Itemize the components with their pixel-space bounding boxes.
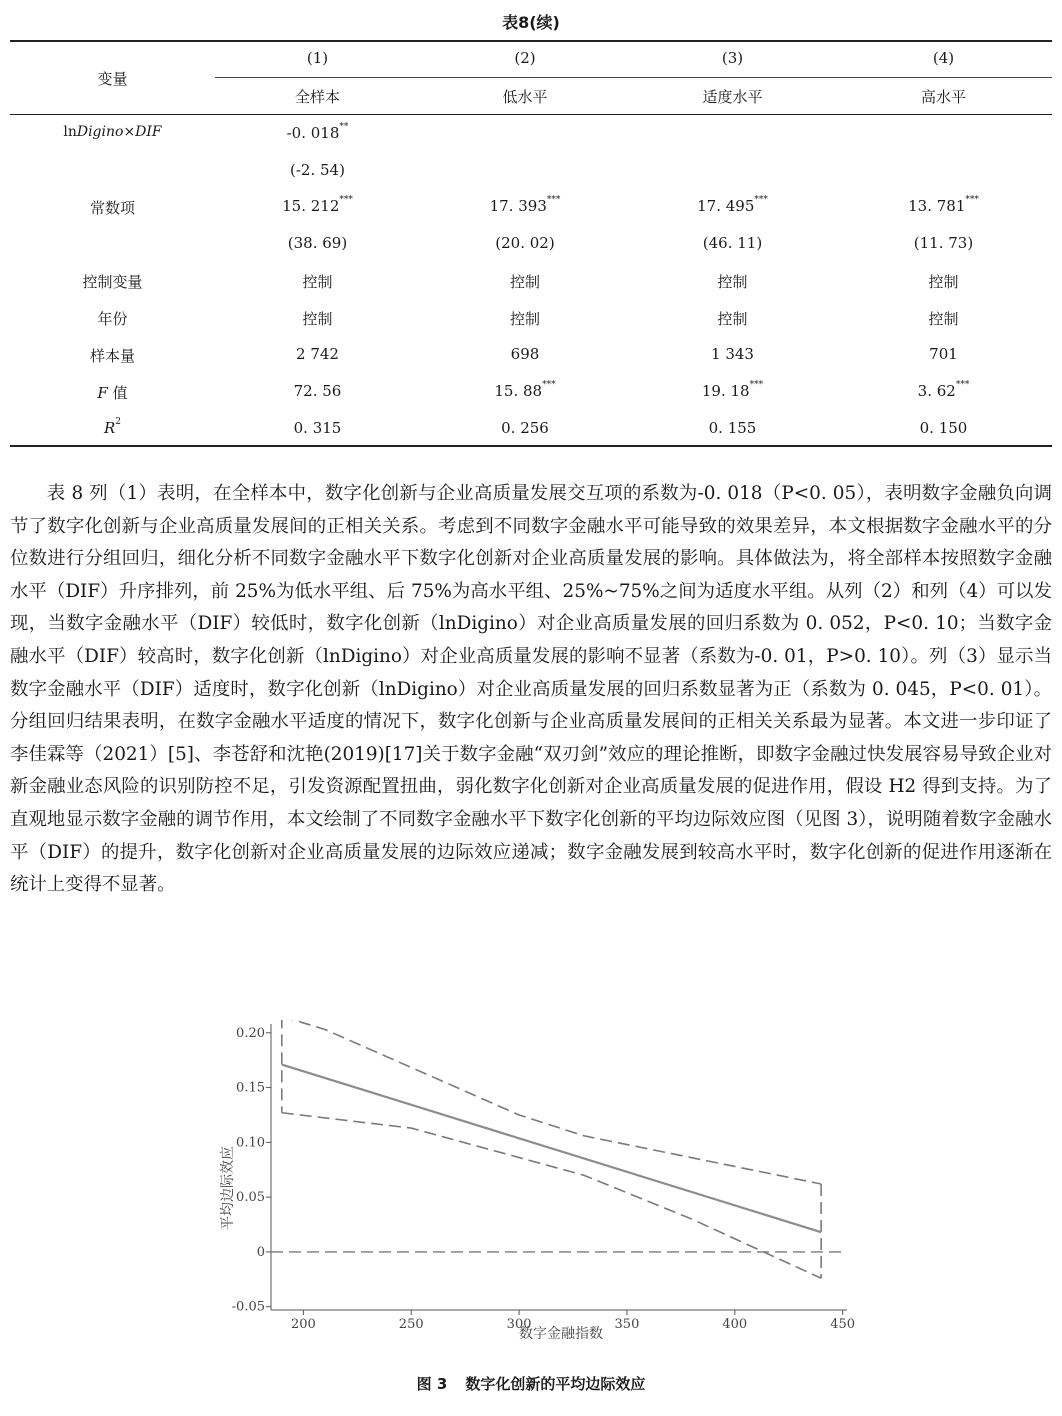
y-tick-label: 0.10 <box>236 1135 265 1151</box>
x-tick-label: 300 <box>506 1317 532 1332</box>
table-title: 表8(续) <box>502 13 560 32</box>
row-constant-label: 常数项 <box>89 199 135 217</box>
const-tstat-col-1: (38. 69) <box>287 234 348 252</box>
year-col-1: 控制 <box>302 310 333 328</box>
f-col-2: 15. 88*** <box>494 380 556 400</box>
control-col-3: 控制 <box>717 273 748 291</box>
const-tstat-col-2: (20. 02) <box>495 234 555 252</box>
lower-ci-line <box>282 1113 821 1278</box>
interaction-coef-col-1: -0. 018** <box>286 122 349 142</box>
table-bottom-rule <box>10 445 1052 447</box>
row-control-label: 控制变量 <box>82 273 143 291</box>
header-col-4-name: 高水平 <box>920 88 966 106</box>
sample-size-col-1: 2 742 <box>296 345 339 363</box>
upper-ci-line <box>282 1020 821 1184</box>
table-top-rule <box>10 40 1052 42</box>
control-col-2: 控制 <box>509 273 540 291</box>
const-tstat-col-4: (11. 73) <box>913 234 974 252</box>
header-col-3-name: 适度水平 <box>702 88 763 106</box>
interaction-tstat-col-1: (-2. 54) <box>290 161 345 179</box>
r2-col-3: 0. 155 <box>708 419 757 437</box>
row-year-label: 年份 <box>97 310 128 328</box>
x-tick-label: 400 <box>722 1317 748 1332</box>
r2-col-4: 0. 150 <box>919 419 968 437</box>
header-col-3-number: (3) <box>721 49 744 67</box>
y-tick-label: 0 <box>256 1244 265 1260</box>
control-col-1: 控制 <box>302 273 333 291</box>
sample-size-col-3: 1 343 <box>711 345 754 363</box>
header-col-2-number: (2) <box>514 49 536 67</box>
const-col-1: 15. 212*** <box>282 195 353 215</box>
x-tick-label: 350 <box>614 1317 640 1332</box>
x-axis-label: 数字金融指数 <box>519 1326 603 1342</box>
const-col-2: 17. 393*** <box>489 195 561 215</box>
year-col-4: 控制 <box>928 310 959 328</box>
figure-caption-text: 数字化创新的平均边际效应 <box>465 1375 646 1393</box>
row-sample-size-label: 样本量 <box>89 347 135 365</box>
const-col-3: 17. 495*** <box>697 195 768 215</box>
header-bottom-rule <box>10 114 1052 115</box>
figure-caption <box>0 1373 1062 1394</box>
header-mid-rule <box>215 77 1052 78</box>
y-tick-label: -0.05 <box>231 1299 265 1315</box>
y-tick-label: 0.15 <box>236 1080 265 1096</box>
f-col-4: 3. 62*** <box>917 380 970 400</box>
year-col-3: 控制 <box>717 310 748 328</box>
header-col-2-name: 低水平 <box>502 88 548 106</box>
y-axis-label: 平均边际效应 <box>220 1146 236 1230</box>
row-f-label: F 值 <box>97 384 128 402</box>
marginal-effect-chart <box>215 1020 855 1350</box>
f-col-1: 72. 56 <box>293 382 342 400</box>
header-col-1-number: (1) <box>306 49 329 67</box>
const-col-4: 13. 781*** <box>908 195 979 215</box>
x-tick-label: 450 <box>830 1317 855 1332</box>
y-tick-label: 0.05 <box>236 1190 265 1206</box>
header-col-1-name: 全样本 <box>294 88 340 106</box>
year-col-2: 控制 <box>509 310 540 328</box>
x-tick-label: 200 <box>290 1317 316 1332</box>
f-col-3: 19. 18*** <box>701 380 764 400</box>
sample-size-col-4: 701 <box>929 345 958 363</box>
figure-number: 图 3 <box>416 1375 448 1393</box>
const-tstat-col-3: (46. 11) <box>702 234 763 252</box>
row-r2-label: $R^2$ <box>103 417 122 437</box>
x-tick-label: 250 <box>398 1317 424 1332</box>
r2-col-2: 0. 256 <box>501 419 549 437</box>
sample-size-col-2: 698 <box>510 345 540 363</box>
header-variable: 变量 <box>97 70 128 88</box>
estimate-line <box>282 1065 821 1233</box>
body-paragraph: 表 8 列（1）表明，在全样本中，数字化创新与企业高质量发展交互项的系数为-0. 018（P<0. 05），表明数字金融负向调节了数字化创新与企业高质量发展间的正相关关系。考虑到不同数字金融水平可能导致的效果差异，本文根据数字金融水平的分位数进行分组回归，细化分析不同数字金融水平下数字化创新对企业高质量发展的影响。具体做法为，将全部样本按照数字金融水平（DIF）升序排列，前 25%为低水平组、后 75%为高水平组、25%~75%之间为适度水平组。从列（2）和列（4）可以发现，当数字金融水平（DIF）较低时，数字化创新（lnDigino）对企业高质量发展的回归系数为 0. 052，P<0. 10；当数字金融水平（DIF）较高时，数字化创新（lnDigino）对企业高质量发展的影响不显著（系数为-0. 01，P>0. 10）。列（3）显示当数字金融水平（DIF）适度时，数字化创新（lnDigino）对企业高质量发展的回归系数显著为正（系数为 0. 045，P<0. 01）。分组回归结果表明，在数字金融水平适度的情况下，数字化创新与企业高质量发展间的正相关关系最为显著。本文进一步印证了李佳霖等（2021）[5]、李苍舒和沈艳(2019)[17]关于数字金融“双刃剑”效应的理论推断，即数字金融过快发展容易导致企业对新金融业态风险的识别防控不足，引发资源配置扭曲，弱化数字化创新对企业高质量发展的促进作用，假设 H2 得到支持。为了直观地显示数字金融的调节作用，本文绘制了不同数字金融水平下数字化创新的平均边际效应图（见图 3），说明随着数字金融水平（DIF）的提升，数字化创新对企业高质量发展的边际效应递减；数字金融发展到较高水平时，数字化创新的促进作用逐渐在统计上变得不显著。 <box>10 483 1052 896</box>
row-interaction-label: lnDigino×DIF <box>63 124 162 140</box>
r2-col-1: 0. 315 <box>293 419 342 437</box>
header-col-4-number: (4) <box>932 49 955 67</box>
y-tick-label: 0.20 <box>236 1025 265 1041</box>
control-col-4: 控制 <box>928 273 959 291</box>
